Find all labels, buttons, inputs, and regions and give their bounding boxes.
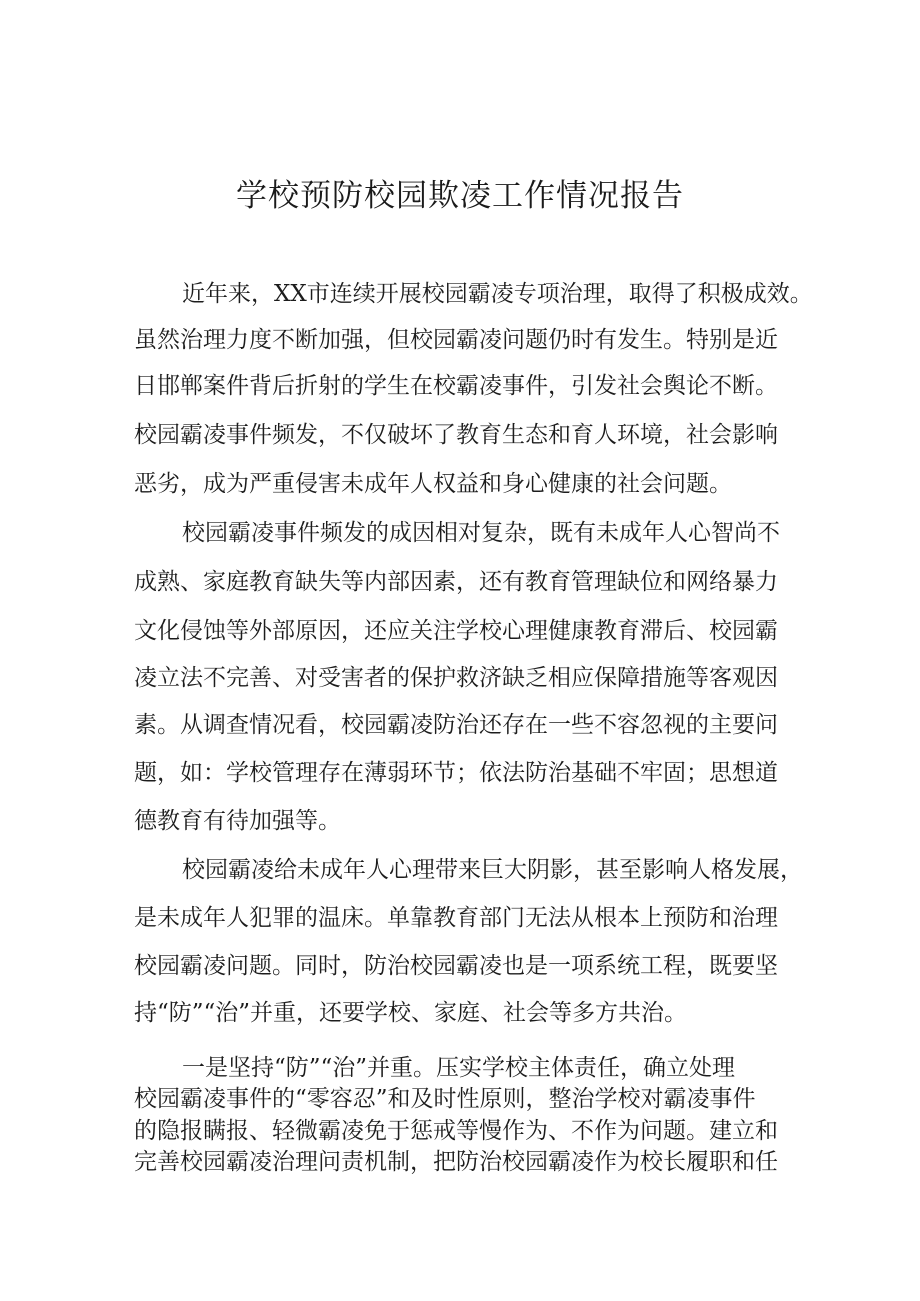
paragraph-2-line-2: 成熟、家庭教育缺失等内部因素，还有教育管理缺位和网络暴力 xyxy=(134,569,778,595)
paragraph-3-line-4: 持“防”“治”并重，还要学校、家庭、社会等多方共治。 xyxy=(134,1000,688,1026)
paragraph-1-line-2: 虽然治理力度不断加强，但校园霸凌问题仍时有发生。特别是近 xyxy=(134,327,778,353)
document-title: 学校预防校园欺凌工作情况报告 xyxy=(236,178,684,214)
paragraph-4-line-3: 的隐报瞒报、轻微霸凌免于惩戒等慢作为、不作为问题。建立和 xyxy=(134,1118,778,1144)
paragraph-1-line-5: 恶劣，成为严重侵害未成年人权益和身心健康的社会问题。 xyxy=(134,471,732,497)
paragraph-4-line-2: 校园霸凌事件的“零容忍”和及时性原则，整治学校对霸凌事件 xyxy=(134,1086,756,1112)
paragraph-2-line-1: 校园霸凌事件频发的成因相对复杂，既有未成年人心智尚不 xyxy=(182,520,780,546)
paragraph-2-line-3: 文化侵蚀等外部原因，还应关注学校心理健康教育滞后、校园霸 xyxy=(134,618,778,644)
paragraph-4-line-1: 一是坚持“防”“治”并重。压实学校主体责任，确立处理 xyxy=(182,1055,736,1081)
paragraph-2-line-7: 德教育有待加强等。 xyxy=(134,808,341,834)
paragraph-3-line-3: 校园霸凌问题。同时，防治校园霸凌也是一项系统工程，既要坚 xyxy=(134,953,778,979)
paragraph-3-line-2: 是未成年人犯罪的温床。单靠教育部门无法从根本上预防和治理 xyxy=(134,905,778,931)
paragraph-2-line-6: 题，如：学校管理存在薄弱环节；依法防治基础不牢固；思想道 xyxy=(134,760,778,786)
paragraph-3-line-1: 校园霸凌给未成年人心理带来巨大阴影，甚至影响人格发展， xyxy=(182,857,803,883)
paragraph-1-line-3: 日邯郸案件背后折射的学生在校霸凌事件，引发社会舆论不断。 xyxy=(134,373,778,399)
paragraph-1-line-4: 校园霸凌事件频发，不仅破坏了教育生态和育人环境，社会影响 xyxy=(134,422,778,448)
paragraph-4-line-4: 完善校园霸凌治理问责机制，把防治校园霸凌作为校长履职和任 xyxy=(134,1149,778,1175)
paragraph-1-line-1: 近年来，XX市连续开展校园霸凌专项治理，取得了积极成效。 xyxy=(182,281,813,307)
paragraph-2-line-5: 素。从调查情况看，校园霸凌防治还存在一些不容忽视的主要问 xyxy=(134,712,778,738)
paragraph-2-line-4: 凌立法不完善、对受害者的保护救济缺乏相应保障措施等客观因 xyxy=(134,665,778,691)
